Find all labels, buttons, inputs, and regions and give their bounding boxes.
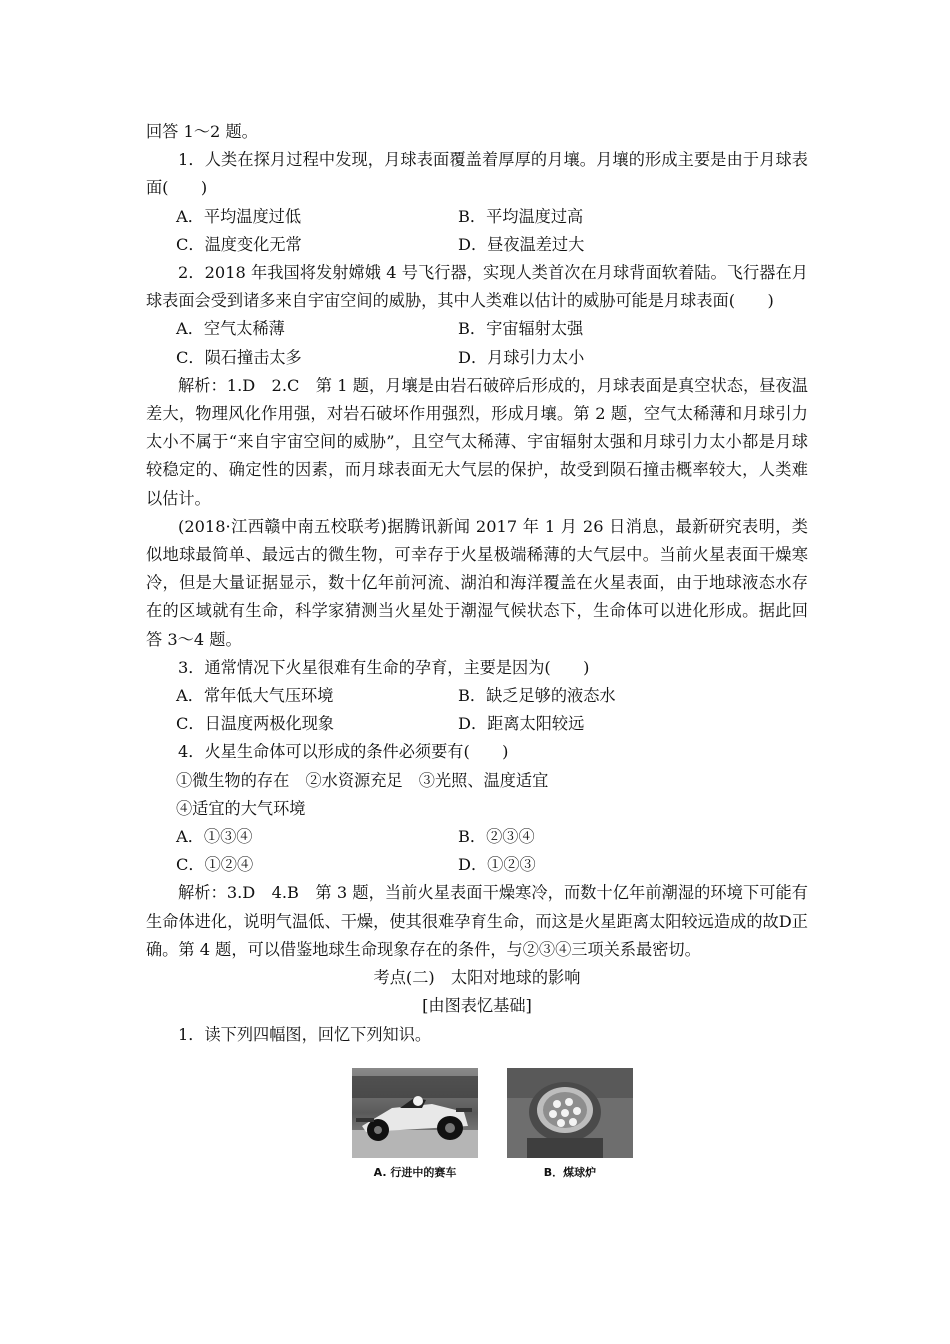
option-a: A．①③④ <box>176 827 253 847</box>
question-2-stem: 2．2018 年我国将发射嫦娥 4 号飞行器，实现人类首次在月球背面软着陆。飞行器在月球表面会受到诸多来自宇宙空间的威胁，其中人类难以估计的威胁可能是月球表面( ) <box>146 263 808 311</box>
option-c: C．①②④ <box>176 855 254 875</box>
read-prompt: 1．读下列四幅图，回忆下列知识。 <box>178 1024 432 1044</box>
figure-b-caption: B．煤球炉 <box>543 1166 597 1179</box>
option-d: D．月球引力太小 <box>458 347 585 367</box>
question-3-stem: 3．通常情况下火星很难有生命的孕育，主要是因为( ) <box>178 657 590 677</box>
figure-b <box>507 1068 633 1180</box>
question-3-options-row-1 <box>146 682 808 710</box>
section-subtitle: [由图表忆基础] <box>422 996 532 1016</box>
option-b: B．平均温度过高 <box>458 206 584 226</box>
option-d: D．昼夜温差过大 <box>458 234 585 254</box>
option-b: B．缺乏足够的液态水 <box>458 686 616 706</box>
document-body <box>146 118 808 1049</box>
question-4-items-2: ④适宜的大气环境 <box>176 798 306 818</box>
question-1-options-row-2 <box>146 231 808 259</box>
question-4-options-row-1 <box>146 823 808 851</box>
question-2-options-row-1 <box>146 315 808 343</box>
option-a: A．常年低大气压环境 <box>176 686 334 706</box>
option-d: D．①②③ <box>458 855 536 875</box>
option-c: C．日温度两极化现象 <box>176 714 335 734</box>
question-1-stem: 1．人类在探月过程中发现，月球表面覆盖着厚厚的月壤。月壤的形成主要是由于月球表面( ) <box>146 150 808 198</box>
analysis-3-4: 解析：3.D 4.B 第 3 题，当前火星表面干燥寒冷，而数十亿年前潮湿的环境下可能有生命体进化，说明气温低、干燥，使其很难孕育生命，而这是火星距离太阳较远造成的故D正确。第 4 题，可以借鉴地球生命现象存在的条件，与②③④三项关系最密切。 <box>146 883 808 959</box>
figure-a <box>352 1068 478 1180</box>
intro-line: 回答 1～2 题。 <box>146 122 258 141</box>
option-a: A．空气太稀薄 <box>176 319 285 339</box>
option-a: A．平均温度过低 <box>176 206 302 226</box>
coal-stove-photo <box>507 1068 633 1158</box>
material-3-4: (2018·江西赣中南五校联考)据腾讯新闻 2017 年 1 月 26 日消息，最新研究表明，类似地球最简单、最远古的微生物，可幸存于火星极端稀薄的大气层中。当前火星表面干燥寒冷，但是大量证据显示，数十亿年前河流、湖泊和海洋覆盖在火星表面，由于地球液态水存在的区域就有生命，科学家猜测当火星处于潮湿气候状态下，生命体可以进化形成。据此回答 3～4 题。 <box>146 516 808 649</box>
option-b: B．宇宙辐射太强 <box>458 319 584 339</box>
question-4-items-1: ①微生物的存在 ②水资源充足 ③光照、温度适宜 <box>176 770 549 790</box>
section-title: 考点(二) 太阳对地球的影响 <box>373 968 581 988</box>
figure-group <box>352 1068 642 1188</box>
analysis-1-2: 解析：1.D 2.C 第 1 题，月壤是由岩石破碎后形成的，月球表面是真空状态，昼夜温差大，物理风化作用强，对岩石破坏作用强烈，形成月壤。第 2 题，空气太稀薄和月球引力太小不属于“来自宇宙空间的威胁”，且空气太稀薄、宇宙辐射太强和月球引力太小都是月球较稳定的、确定性的因素，而月球表面无大气层的保护，故受到陨石撞击概率较大，人类难以估计。 <box>146 375 808 508</box>
question-4-options-row-2 <box>146 851 808 879</box>
question-2-options-row-2 <box>146 344 808 372</box>
option-c: C．陨石撞击太多 <box>176 347 302 367</box>
race-car-photo <box>352 1068 478 1158</box>
option-b: B．②③④ <box>458 827 535 847</box>
question-1-options-row-1 <box>146 203 808 231</box>
option-c: C．温度变化无常 <box>176 234 302 254</box>
question-4-stem: 4．火星生命体可以形成的条件必须要有( ) <box>178 742 509 762</box>
option-d: D．距离太阳较远 <box>458 714 585 734</box>
figure-a-caption: A. 行进中的赛车 <box>373 1166 457 1179</box>
question-3-options-row-2 <box>146 710 808 738</box>
